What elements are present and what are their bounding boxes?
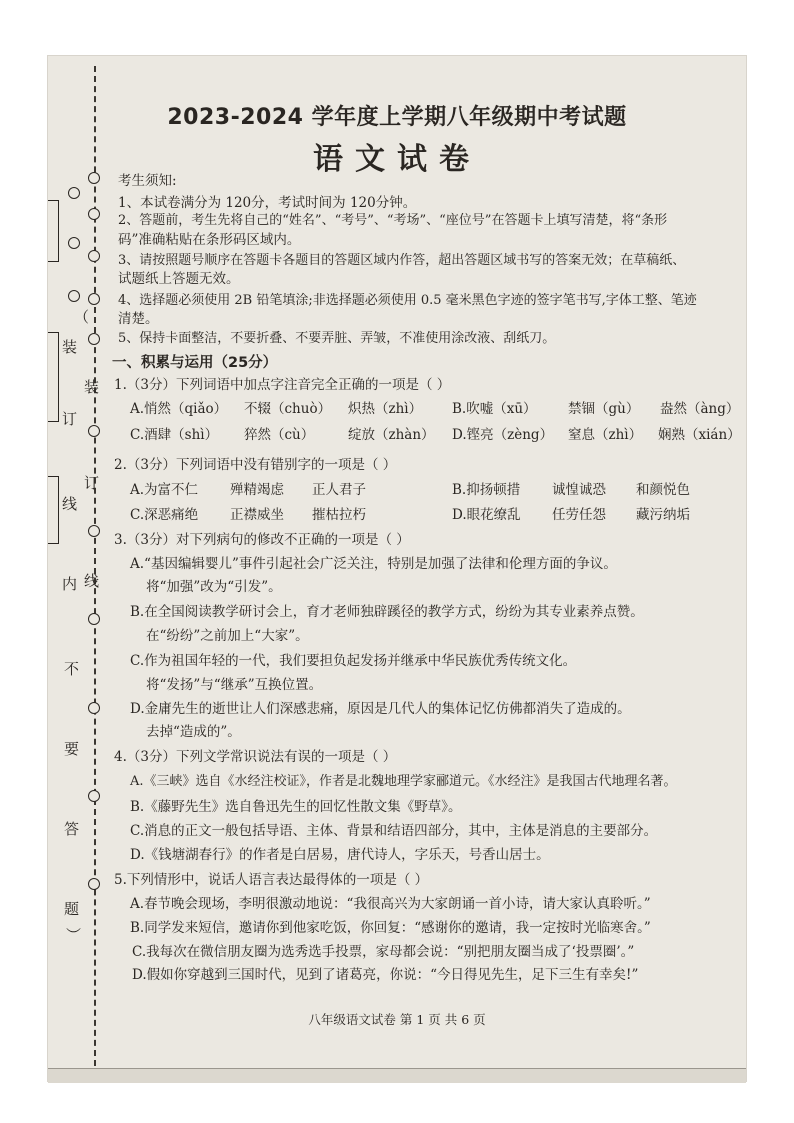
option-item: 诚惶诚恐 bbox=[552, 482, 606, 498]
binding-hole bbox=[88, 613, 100, 625]
binding-hole bbox=[68, 187, 80, 199]
binding-char: ） bbox=[64, 926, 83, 943]
option-item: 殚精竭虑 bbox=[230, 482, 284, 498]
notice-item: 4、选择题必须使用 2B 铅笔填涂;非选择题必须使用 0.5 毫米黑色字迹的签字笔书写,字体工整、笔迹 bbox=[118, 293, 697, 308]
bottom-edge-strip bbox=[48, 1068, 746, 1083]
option-fix: 去掉“造成的”。 bbox=[146, 724, 241, 740]
option-fix: 在“纷纷”之前加上“大家”。 bbox=[146, 628, 309, 644]
binding-char: 内 bbox=[62, 575, 78, 593]
option-item: 猝然（cù） bbox=[244, 427, 315, 443]
option-item: 炽热（zhì） bbox=[348, 401, 423, 417]
binding-char: 不 bbox=[64, 660, 80, 678]
option-item: B.《藤野先生》选自鲁迅先生的回忆性散文集《野草》。 bbox=[130, 799, 462, 815]
option-item: 娴熟（xián） bbox=[658, 427, 741, 443]
option-item: C.我每次在微信朋友圈为选秀选手投票，家母都会说：“别把朋友圈当成了‘投票圈’。” bbox=[132, 944, 635, 960]
option-item: D.《钱塘湖春行》的作者是白居易，唐代诗人，字乐天，号香山居士。 bbox=[130, 847, 550, 863]
option-item: B.抑扬顿措 bbox=[452, 482, 521, 498]
binding-hole bbox=[88, 333, 100, 345]
exam-title: 2023-2024 学年度上学期八年级期中考试题 bbox=[167, 105, 627, 130]
binding-hole bbox=[88, 208, 100, 220]
binding-char: 要 bbox=[64, 740, 80, 758]
option-item: B.吹嘘（xū） bbox=[452, 401, 537, 417]
binding-char: 订 bbox=[84, 474, 100, 492]
margin-bracket-middle bbox=[48, 332, 59, 422]
option-item: 绽放（zhàn） bbox=[348, 427, 435, 443]
binding-char: 装 bbox=[62, 338, 78, 356]
binding-hole bbox=[88, 790, 100, 802]
option-item: 摧枯拉朽 bbox=[312, 507, 366, 523]
question-stem: 5.下列情形中，说话人语言表达最得体的一项是（ ） bbox=[114, 872, 429, 888]
binding-hole bbox=[88, 250, 100, 262]
binding-hole bbox=[88, 293, 100, 305]
option-fix: 将“发扬”与“继承”互换位置。 bbox=[146, 677, 323, 693]
notice-item: 3、请按照题号顺序在答题卡各题目的答题区域内作答，超出答题区域书写的答案无效；在草稿纸、 bbox=[118, 253, 686, 268]
section-heading: 一、积累与运用（25分） bbox=[112, 355, 278, 371]
binding-hole bbox=[88, 525, 100, 537]
option-item: A.春节晚会现场，李明很激动地说：“我很高兴为大家朗诵一首小诗，请大家认真聆听。” bbox=[130, 896, 651, 912]
binding-hole bbox=[88, 425, 100, 437]
question-stem: 1.（3分）下列词语中加点字注音完全正确的一项是（ ） bbox=[114, 377, 451, 393]
binding-hole bbox=[68, 237, 80, 249]
option-item: A.为富不仁 bbox=[130, 482, 199, 498]
option-fix: 将“加强”改为“引发”。 bbox=[146, 579, 282, 595]
option-item: 不辍（chuò） bbox=[244, 401, 332, 417]
binding-hole bbox=[68, 290, 80, 302]
binding-char: 线 bbox=[84, 572, 100, 590]
notice-item: 码”准确粘贴在条形码区域内。 bbox=[118, 232, 301, 248]
option-item: C.酒肆（shì） bbox=[130, 427, 219, 443]
exam-subtitle: 语文试卷 bbox=[313, 142, 481, 177]
option-item: C.消息的正文一般包括导语、主体、背景和结语四部分，其中，主体是消息的主要部分。 bbox=[130, 823, 658, 839]
notice-item: 1、本试卷满分为 120分，考试时间为 120分钟。 bbox=[118, 195, 417, 211]
notice-item: 2、答题前，考生先将自己的“姓名”、“考号”、“考场”、“座位号”在答题卡上填写清楚，将“条形 bbox=[118, 213, 668, 228]
option-item: A.《三峡》选自《水经注校证》，作者是北魏地理学家郦道元。《水经注》是我国古代地理名著。 bbox=[130, 774, 677, 789]
question-stem: 2.（3分）下列词语中没有错别字的一项是（ ） bbox=[114, 457, 397, 473]
binding-hole bbox=[88, 702, 100, 714]
option-item: B.同学发来短信，邀请你到他家吃饭，你回复：“感谢你的邀请，我一定按时光临寒舍。” bbox=[130, 920, 651, 936]
option-item: A.悄然（qiǎo） bbox=[130, 401, 228, 417]
option-item: D.假如你穿越到三国时代，见到了诸葛亮，你说：“今日得见先生，足下三生有幸矣!” bbox=[132, 967, 639, 983]
binding-char: （ bbox=[74, 308, 90, 326]
binding-char: 订 bbox=[62, 410, 78, 428]
notice-item: 清楚。 bbox=[118, 311, 159, 327]
option-item: 正襟威坐 bbox=[230, 507, 284, 523]
margin-bracket-lower bbox=[48, 476, 59, 544]
notice-item: 5、保持卡面整洁，不要折叠、不要弄脏、弄皱，不准使用涂改液、刮纸刀。 bbox=[118, 331, 556, 346]
question-stem: 4.（3分）下列文学常识说法有误的一项是（ ） bbox=[114, 749, 397, 765]
option-item: C.作为祖国年轻的一代，我们要担负起发扬并继承中华民族优秀传统文化。 bbox=[130, 653, 577, 669]
option-item: C.深恶痛绝 bbox=[130, 507, 199, 523]
notice-item: 试题纸上答题无效。 bbox=[118, 271, 240, 287]
option-item: 藏污纳垢 bbox=[636, 507, 690, 523]
option-item: A.“基因编辑婴儿”事件引起社会广泛关注，特别是加强了法律和伦理方面的争议。 bbox=[130, 556, 617, 572]
option-item: D.眼花缭乱 bbox=[452, 507, 521, 523]
option-item: 禁锢（gù） bbox=[568, 401, 640, 417]
option-item: D.铿亮（zèng） bbox=[452, 427, 554, 443]
question-stem: 3.（3分）对下列病句的修改不正确的一项是（ ） bbox=[114, 532, 410, 548]
option-item: 盎然（àng） bbox=[660, 401, 740, 417]
option-item: 任劳任怨 bbox=[552, 507, 606, 523]
page-footer: 八年级语文试卷 第 1 页 共 6 页 bbox=[308, 1012, 486, 1027]
binding-char: 答 bbox=[64, 820, 80, 838]
option-item: D.金庸先生的逝世让人们深感悲痛，原因是几代人的集体记忆仿佛都消失了造成的。 bbox=[130, 701, 631, 717]
binding-char: 题 bbox=[64, 900, 80, 918]
binding-char: 装 bbox=[84, 378, 100, 396]
margin-bracket-top bbox=[48, 200, 59, 262]
notice-heading: 考生须知: bbox=[118, 173, 177, 189]
option-item: B.在全国阅读教学研讨会上，育才老师独辟蹊径的教学方式，纷纷为其专业素养点赞。 bbox=[130, 604, 644, 620]
option-item: 和颜悦色 bbox=[636, 482, 690, 498]
option-item: 窒息（zhì） bbox=[568, 427, 643, 443]
binding-hole bbox=[88, 878, 100, 890]
option-item: 正人君子 bbox=[312, 482, 366, 498]
binding-char: 线 bbox=[62, 495, 78, 513]
